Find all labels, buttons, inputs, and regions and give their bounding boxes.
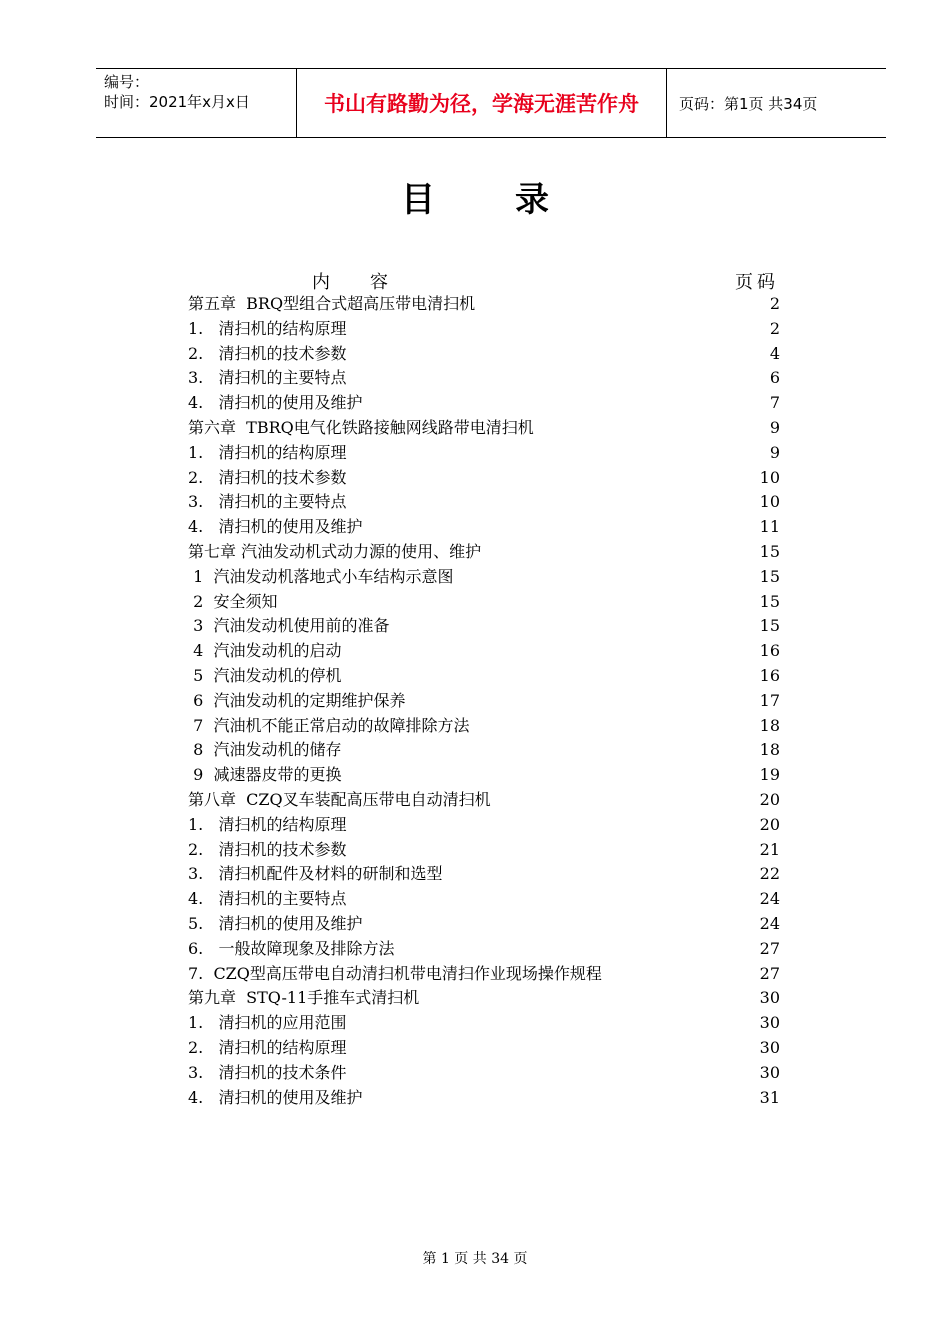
toc-entry[interactable] bbox=[188, 490, 780, 515]
time-label: 时间：2021年x月x日 bbox=[104, 93, 250, 111]
toc-entry-page: 22 bbox=[759, 864, 780, 884]
column-header-page: 页码 bbox=[735, 272, 779, 293]
toc-entry[interactable] bbox=[188, 1061, 780, 1086]
toc-entry-page: 20 bbox=[759, 814, 780, 834]
toc-entry-title: 1. 清扫机的结构原理 bbox=[188, 318, 347, 338]
toc-entry[interactable] bbox=[188, 664, 780, 689]
toc-entry-title: 1. 清扫机的结构原理 bbox=[188, 442, 347, 462]
toc-entry-page: 27 bbox=[759, 938, 780, 958]
toc-entry-page: 30 bbox=[759, 1037, 780, 1057]
page-header bbox=[96, 68, 886, 138]
toc-entry[interactable] bbox=[188, 962, 780, 987]
toc-entry-page: 7 bbox=[769, 393, 780, 413]
toc-entry[interactable] bbox=[188, 292, 780, 317]
toc-entry[interactable] bbox=[188, 639, 780, 664]
toc-entry-page: 6 bbox=[769, 368, 780, 388]
toc-entry-page: 30 bbox=[759, 1013, 780, 1033]
column-header-content: 内容 bbox=[312, 272, 428, 293]
toc-entry-title: 3. 清扫机的主要特点 bbox=[188, 368, 347, 388]
toc-entry-title: 4 汽油发动机的启动 bbox=[188, 641, 342, 661]
toc-entry-title: 9 减速器皮带的更换 bbox=[188, 765, 342, 785]
table-of-contents bbox=[188, 292, 780, 1110]
toc-entry-title: 2 安全须知 bbox=[188, 591, 278, 611]
toc-entry-title: 2. 清扫机的技术参数 bbox=[188, 467, 347, 487]
toc-entry[interactable] bbox=[188, 937, 780, 962]
header-motto: 书山有路勤为径，学海无涯苦作舟 bbox=[297, 69, 667, 137]
toc-entry-title: 3. 清扫机的主要特点 bbox=[188, 492, 347, 512]
toc-entry-page: 27 bbox=[759, 963, 780, 983]
toc-entry-page: 2 bbox=[769, 294, 780, 313]
toc-entry-page: 31 bbox=[759, 1087, 780, 1107]
toc-entry-title: 2. 清扫机的技术参数 bbox=[188, 343, 347, 363]
toc-entry[interactable] bbox=[188, 738, 780, 763]
toc-entry-title: 第七章 汽油发动机式动力源的使用、维护 bbox=[188, 541, 482, 561]
toc-entry-page: 16 bbox=[759, 641, 780, 661]
toc-entry[interactable] bbox=[188, 912, 780, 937]
toc-entry-title: 6 汽油发动机的定期维护保养 bbox=[188, 690, 406, 710]
toc-entry-page: 4 bbox=[769, 343, 780, 363]
toc-entry-page: 15 bbox=[759, 591, 780, 611]
toc-entry-page: 30 bbox=[759, 1062, 780, 1082]
toc-entry-page: 11 bbox=[759, 517, 780, 537]
toc-entry-title: 3. 清扫机配件及材料的研制和选型 bbox=[188, 864, 443, 884]
toc-entry-title: 5. 清扫机的使用及维护 bbox=[188, 913, 363, 933]
toc-entry-title: 4. 清扫机的使用及维护 bbox=[188, 1087, 363, 1107]
toc-entry[interactable] bbox=[188, 466, 780, 491]
toc-entry-page: 21 bbox=[759, 839, 780, 859]
toc-entry[interactable] bbox=[188, 565, 780, 590]
toc-entry[interactable] bbox=[188, 590, 780, 615]
toc-entry-page: 17 bbox=[759, 690, 780, 710]
toc-entry[interactable] bbox=[188, 813, 780, 838]
toc-entry-title: 1 汽油发动机落地式小车结构示意图 bbox=[188, 566, 454, 586]
toc-entry-title: 6. 一般故障现象及排除方法 bbox=[188, 938, 395, 958]
toc-entry-title: 4. 清扫机的主要特点 bbox=[188, 889, 347, 909]
toc-entry-page: 24 bbox=[759, 889, 780, 909]
toc-entry[interactable] bbox=[188, 1011, 780, 1036]
toc-entry-page: 24 bbox=[759, 913, 780, 933]
toc-entry-page: 10 bbox=[759, 492, 780, 512]
toc-entry[interactable] bbox=[188, 441, 780, 466]
toc-entry[interactable] bbox=[188, 515, 780, 540]
toc-entry-page: 20 bbox=[759, 789, 780, 809]
toc-entry-page: 15 bbox=[759, 541, 780, 561]
toc-entry[interactable] bbox=[188, 366, 780, 391]
toc-entry[interactable] bbox=[188, 838, 780, 863]
toc-entry-title: 7. CZQ型高压带电自动清扫机带电清扫作业现场操作规程 bbox=[188, 963, 602, 983]
toc-entry-page: 18 bbox=[759, 740, 780, 760]
toc-entry-title: 1. 清扫机的结构原理 bbox=[188, 814, 347, 834]
toc-entry-title: 第九章 STQ-11手推车式清扫机 bbox=[188, 988, 420, 1008]
toc-entry[interactable] bbox=[188, 887, 780, 912]
toc-entry-page: 19 bbox=[759, 765, 780, 785]
page-title: 目录 bbox=[401, 180, 629, 220]
toc-entry-title: 5 汽油发动机的停机 bbox=[188, 665, 342, 685]
toc-entry[interactable] bbox=[188, 342, 780, 367]
toc-entry[interactable] bbox=[188, 317, 780, 342]
toc-entry-page: 15 bbox=[759, 566, 780, 586]
page-footer: 第 1 页 共 34 页 bbox=[422, 1251, 528, 1267]
toc-entry[interactable] bbox=[188, 1086, 780, 1111]
toc-entry-title: 1. 清扫机的应用范围 bbox=[188, 1013, 347, 1033]
toc-entry-page: 16 bbox=[759, 665, 780, 685]
toc-entry-title: 第五章 BRQ型组合式超高压带电清扫机 bbox=[188, 294, 476, 313]
toc-entry[interactable] bbox=[188, 862, 780, 887]
toc-entry[interactable] bbox=[188, 788, 780, 813]
toc-entry-title: 第八章 CZQ叉车装配高压带电自动清扫机 bbox=[188, 789, 491, 809]
toc-entry-page: 9 bbox=[769, 417, 780, 437]
toc-entry-page: 10 bbox=[759, 467, 780, 487]
toc-entry-page: 9 bbox=[769, 442, 780, 462]
toc-entry-page: 18 bbox=[759, 715, 780, 735]
toc-entry-title: 8 汽油发动机的储存 bbox=[188, 740, 342, 760]
toc-entry[interactable] bbox=[188, 416, 780, 441]
toc-entry[interactable] bbox=[188, 391, 780, 416]
toc-entry-title: 第六章 TBRQ电气化铁路接触网线路带电清扫机 bbox=[188, 417, 534, 437]
toc-entry[interactable] bbox=[188, 614, 780, 639]
toc-entry-page: 30 bbox=[759, 988, 780, 1008]
toc-entry-title: 4. 清扫机的使用及维护 bbox=[188, 517, 363, 537]
toc-entry[interactable] bbox=[188, 540, 780, 565]
toc-entry-title: 7 汽油机不能正常启动的故障排除方法 bbox=[188, 715, 470, 735]
header-page-info: 页码：第1页 共34页 bbox=[679, 94, 818, 113]
serial-label: 编号： bbox=[104, 73, 150, 91]
toc-entry-title: 3 汽油发动机使用前的准备 bbox=[188, 616, 390, 636]
toc-entry[interactable] bbox=[188, 986, 780, 1011]
toc-entry-page: 15 bbox=[759, 616, 780, 636]
toc-entry[interactable] bbox=[188, 714, 780, 739]
toc-entry-title: 2. 清扫机的结构原理 bbox=[188, 1037, 347, 1057]
header-meta bbox=[96, 69, 297, 137]
toc-entry[interactable] bbox=[188, 763, 780, 788]
toc-entry[interactable] bbox=[188, 689, 780, 714]
toc-entry-title: 4. 清扫机的使用及维护 bbox=[188, 393, 363, 413]
toc-entry-page: 2 bbox=[769, 318, 780, 338]
toc-entry-title: 3. 清扫机的技术条件 bbox=[188, 1062, 347, 1082]
toc-entry-title: 2. 清扫机的技术参数 bbox=[188, 839, 347, 859]
toc-entry[interactable] bbox=[188, 1036, 780, 1061]
